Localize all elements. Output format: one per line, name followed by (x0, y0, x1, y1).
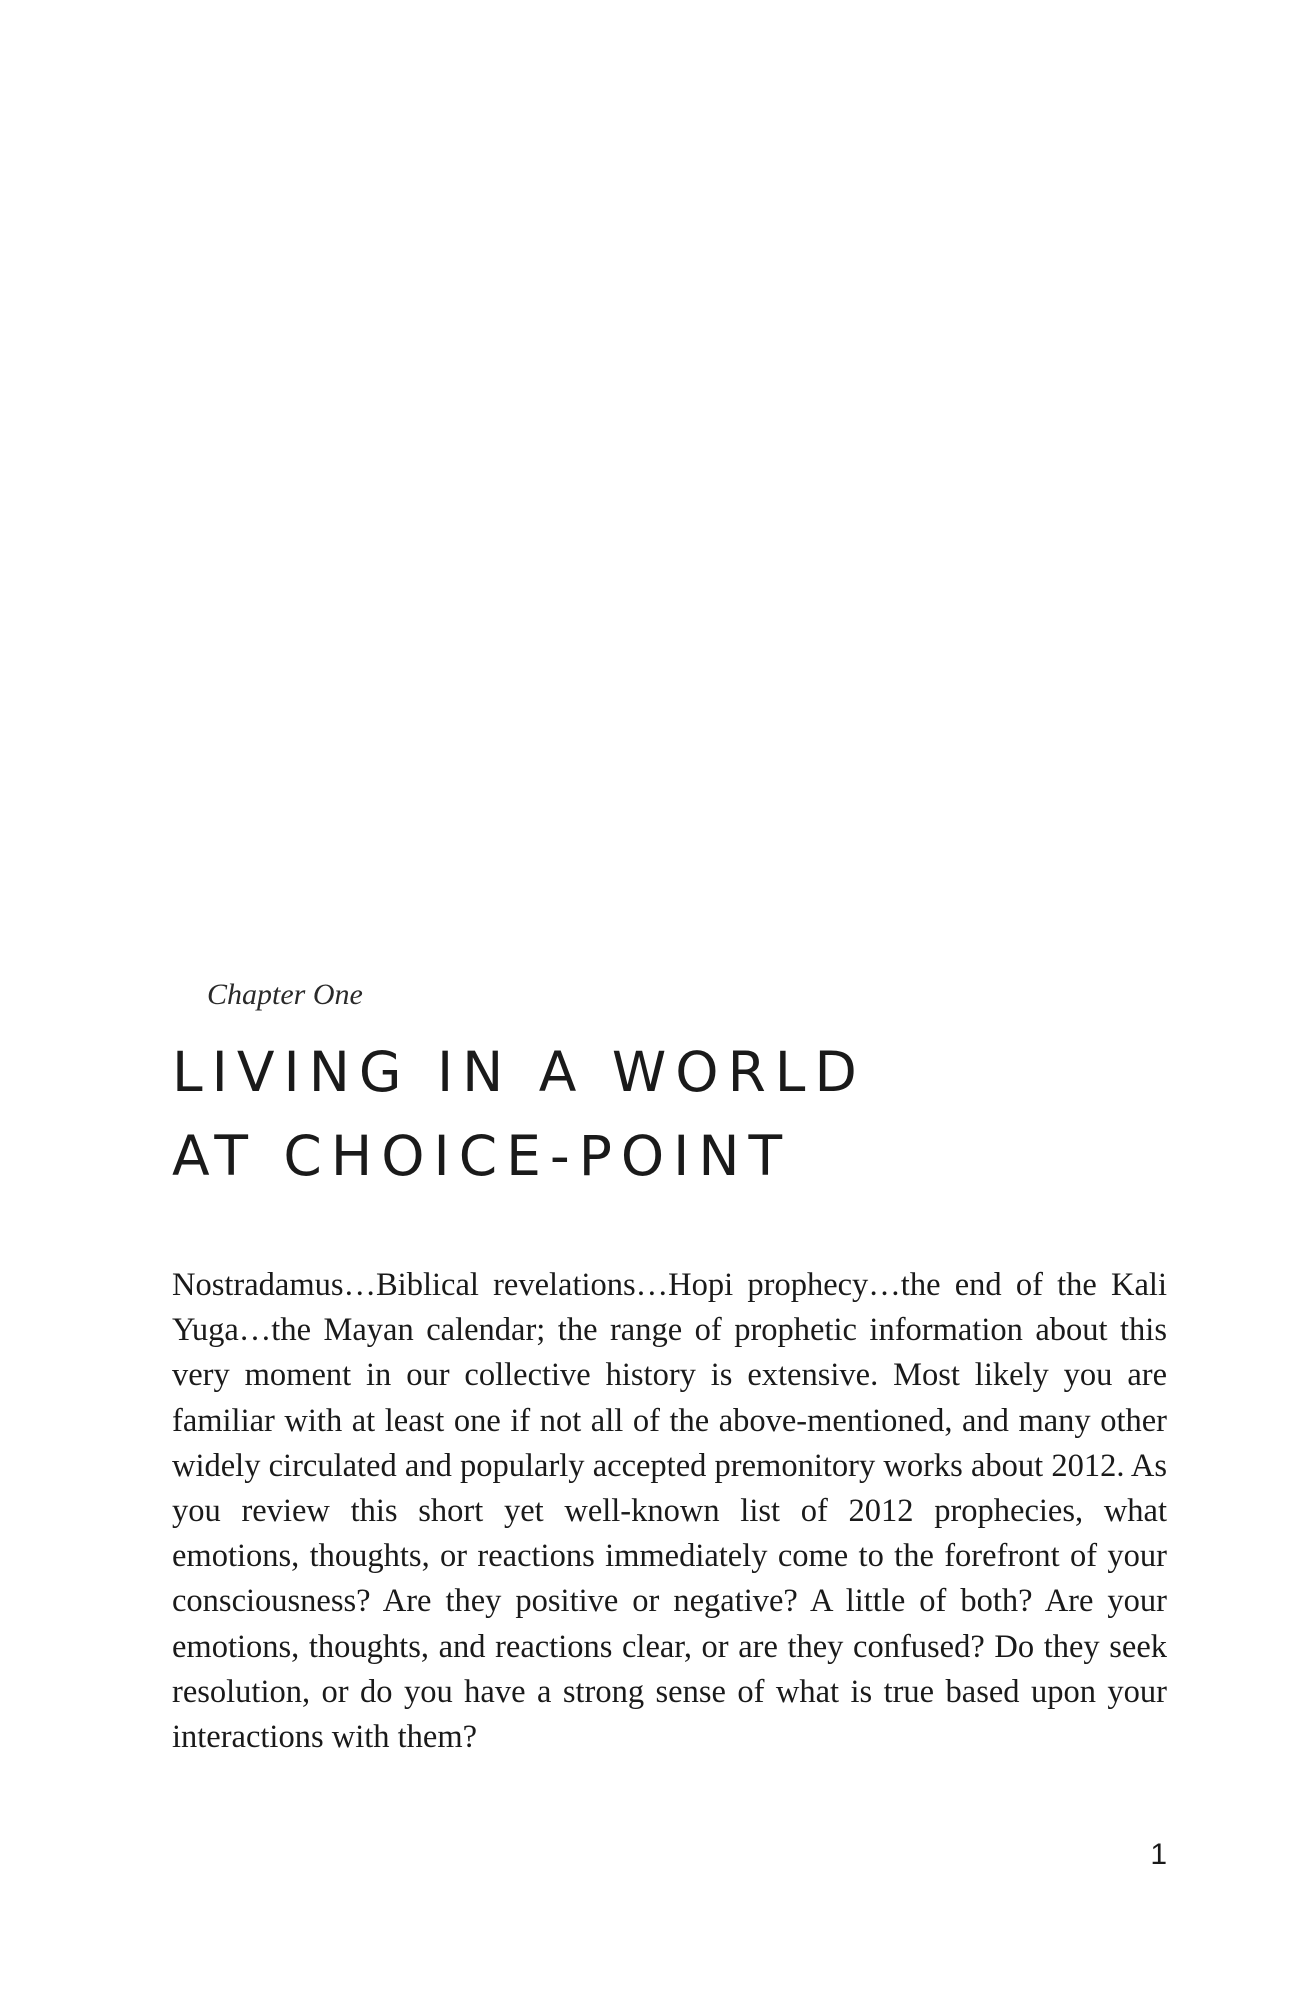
body-paragraph: Nostradamus…Biblical revelations…Hopi prophecy…the end of the Kali Yuga…the Mayan calendar; the range of prophetic information about this very moment in our collective history is extensive. Most likely you are familiar with at least one if not all of the above-mentioned, and many other widely circulated and popularly accepted premonitory works about 2012. As you review this short yet well-known list of 2012 prophecies, what emotions, thoughts, or reactions immediately come to the forefront of your consciousness? Are they positive or negative? A little of both? Are your emotions, thoughts, and reactions clear, or are they confused? Do they seek resolution, or do you have a strong sense of what is true based upon your interactions with them? (172, 1267, 1167, 1756)
chapter-title-line-1: LIVING IN A WORLD (172, 1040, 866, 1104)
chapter-label: Chapter One (207, 978, 363, 1011)
chapter-title-line-2: AT CHOICE-POINT (172, 1124, 792, 1188)
chapter-title (172, 1030, 866, 1198)
page-number: 1 (1150, 1838, 1167, 1871)
